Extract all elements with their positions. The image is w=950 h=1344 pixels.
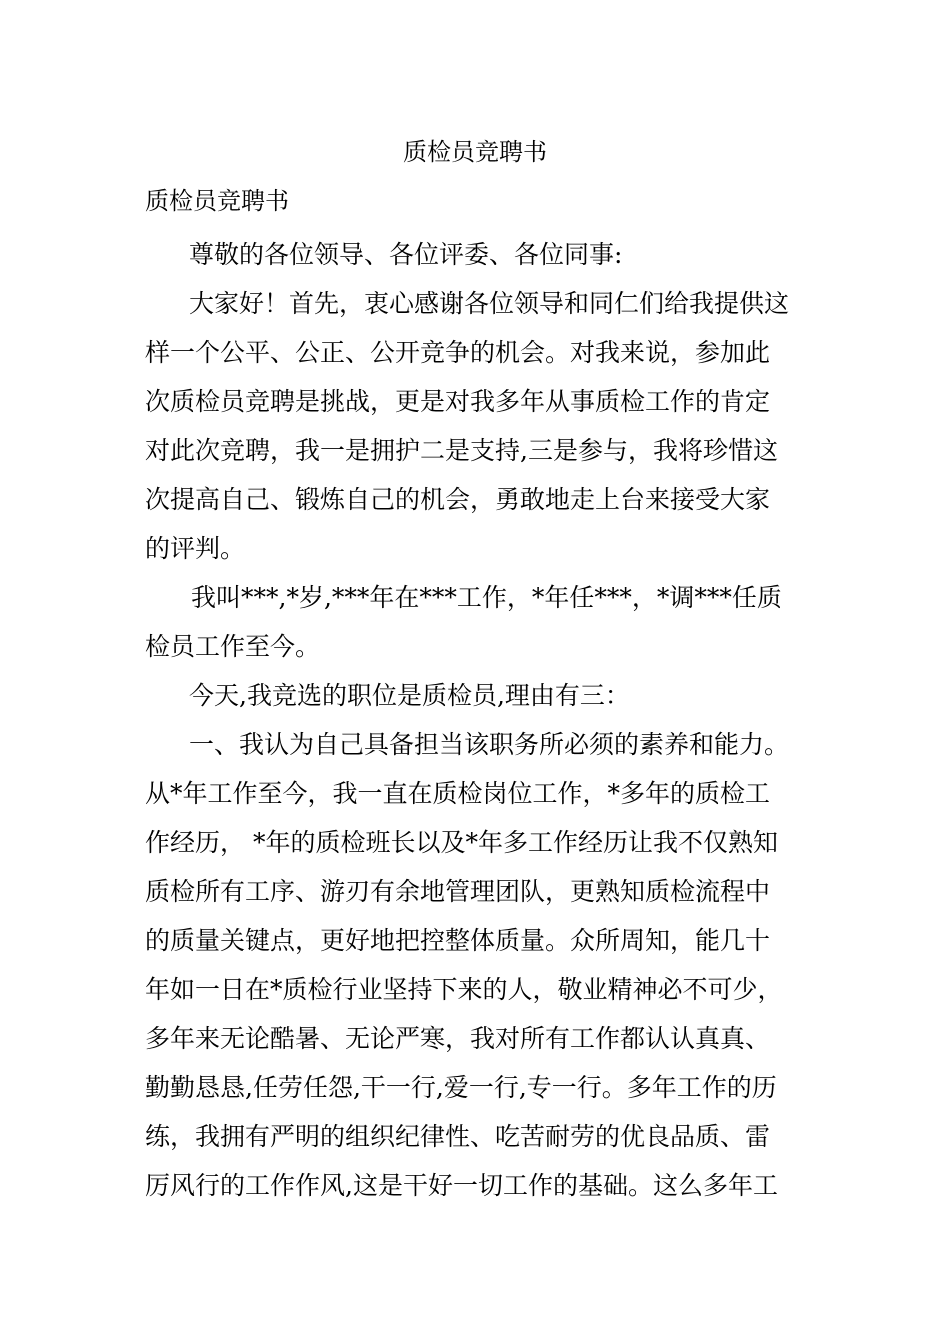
paragraph-line: 厉风行的工作作风,这是干好一切工作的基础。这么多年工	[145, 1171, 778, 1200]
paragraph-line: 检员工作至今。	[145, 632, 321, 661]
paragraph-line: 大家好！首先，衷心感谢各位领导和同仁们给我提供这	[189, 289, 790, 318]
document-subtitle: 质检员竞聘书	[145, 187, 289, 215]
paragraph-line: 今天,我竞选的职位是质检员,理由有三：	[189, 681, 630, 710]
paragraph-line: 从*年工作至今，我一直在质检岗位工作，*多年的质检工	[145, 779, 771, 808]
paragraph-line: 多年来无论酷暑、无论严寒，我对所有工作都认认真真、	[145, 1024, 771, 1053]
salutation: 尊敬的各位领导、各位评委、各位同事:	[189, 240, 623, 269]
paragraph-line: 年如一日在*质检行业坚持下来的人，敬业精神必不可少，	[145, 975, 783, 1004]
paragraph-line: 次质检员竞聘是挑战，更是对我多年从事质检工作的肯定	[145, 387, 771, 416]
document-title: 质检员竞聘书	[403, 138, 547, 166]
paragraph-line: 勤勤恳恳,任劳任怨,干一行,爱一行,专一行。多年工作的历	[145, 1073, 777, 1102]
paragraph-line: 我叫***,*岁,***年在***工作，*年任***，*调***任质	[191, 583, 782, 612]
paragraph-line: 质检所有工序、游刃有余地管理团队，更熟知质检流程中	[145, 877, 771, 906]
paragraph-line: 的评判。	[145, 534, 246, 563]
paragraph-line: 对此次竞聘，我一是拥护二是支持,三是参与，我将珍惜这	[145, 436, 778, 465]
paragraph-line: 样一个公平、公正、公开竞争的机会。对我来说，参加此	[145, 338, 771, 367]
paragraph-line: 的质量关键点，更好地把控整体质量。众所周知，能几十	[145, 926, 771, 955]
paragraph-line: 一、我认为自己具备担当该职务所必须的素养和能力。	[189, 730, 790, 759]
document-body	[145, 230, 809, 1210]
paragraph-line: 作经历， *年的质检班长以及*年多工作经历让我不仅熟知	[145, 828, 778, 857]
paragraph-line: 次提高自己、锻炼自己的机会，勇敢地走上台来接受大家	[145, 485, 771, 514]
paragraph-line: 练，我拥有严明的组织纪律性、吃苦耐劳的优良品质、雷	[145, 1122, 771, 1151]
